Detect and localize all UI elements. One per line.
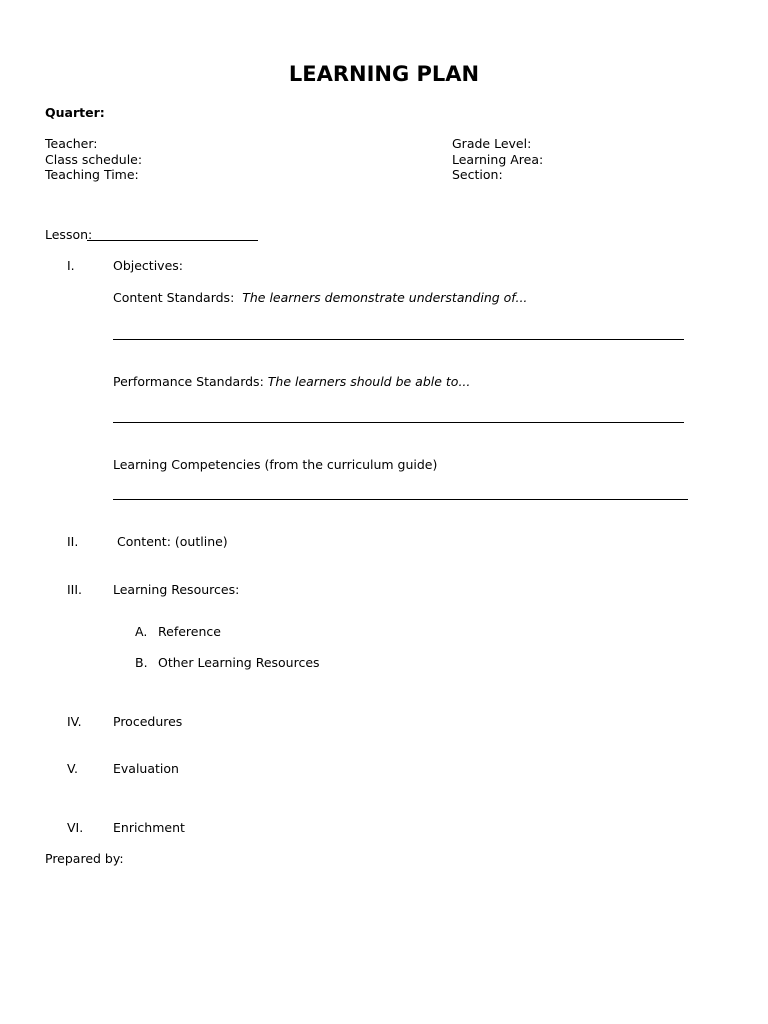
procedures-heading: Procedures	[113, 714, 183, 729]
performance-standards-text: The learners should be able to...	[267, 374, 471, 389]
procedures-numeral: IV.	[67, 714, 82, 729]
learning-competencies-blank-line	[113, 499, 688, 500]
prepared-by-label: Prepared by:	[45, 851, 124, 866]
resource-item-other-letter: B.	[135, 655, 148, 670]
objectives-heading: Objectives:	[113, 258, 183, 273]
enrichment-heading: Enrichment	[113, 820, 185, 835]
content-standards-row	[113, 290, 527, 305]
content-numeral: II.	[67, 534, 79, 549]
content-standards-blank-line	[113, 339, 684, 340]
resource-item-other: Other Learning Resources	[158, 655, 320, 670]
resources-numeral: III.	[67, 582, 83, 597]
objectives-numeral: I.	[67, 258, 75, 273]
resource-item-reference-letter: A.	[135, 624, 148, 639]
content-heading: Content: (outline)	[117, 534, 228, 549]
enrichment-numeral: VI.	[67, 820, 84, 835]
quarter-label: Quarter:	[45, 105, 105, 120]
evaluation-heading: Evaluation	[113, 761, 179, 776]
teacher-label: Teacher:	[45, 136, 98, 151]
learning-competencies-label: Learning Competencies (from the curriculum guide)	[113, 457, 438, 472]
grade-level-label: Grade Level:	[452, 136, 532, 151]
document-title: LEARNING PLAN	[288, 62, 480, 86]
resource-item-reference: Reference	[158, 624, 221, 639]
section-label: Section:	[452, 167, 503, 182]
lesson-label: Lesson:	[45, 227, 93, 242]
learning-area-label: Learning Area:	[452, 152, 544, 167]
content-standards-text: The learners demonstrate understanding of...	[242, 290, 528, 305]
performance-standards-row	[113, 374, 470, 389]
resources-heading: Learning Resources:	[113, 582, 240, 597]
performance-standards-blank-line	[113, 422, 684, 423]
evaluation-numeral: V.	[67, 761, 78, 776]
lesson-blank-line	[87, 240, 258, 241]
performance-standards-label: Performance Standards:	[113, 374, 264, 389]
teaching-time-label: Teaching Time:	[45, 167, 139, 182]
content-standards-label: Content Standards:	[113, 290, 235, 305]
class-schedule-label: Class schedule:	[45, 152, 143, 167]
